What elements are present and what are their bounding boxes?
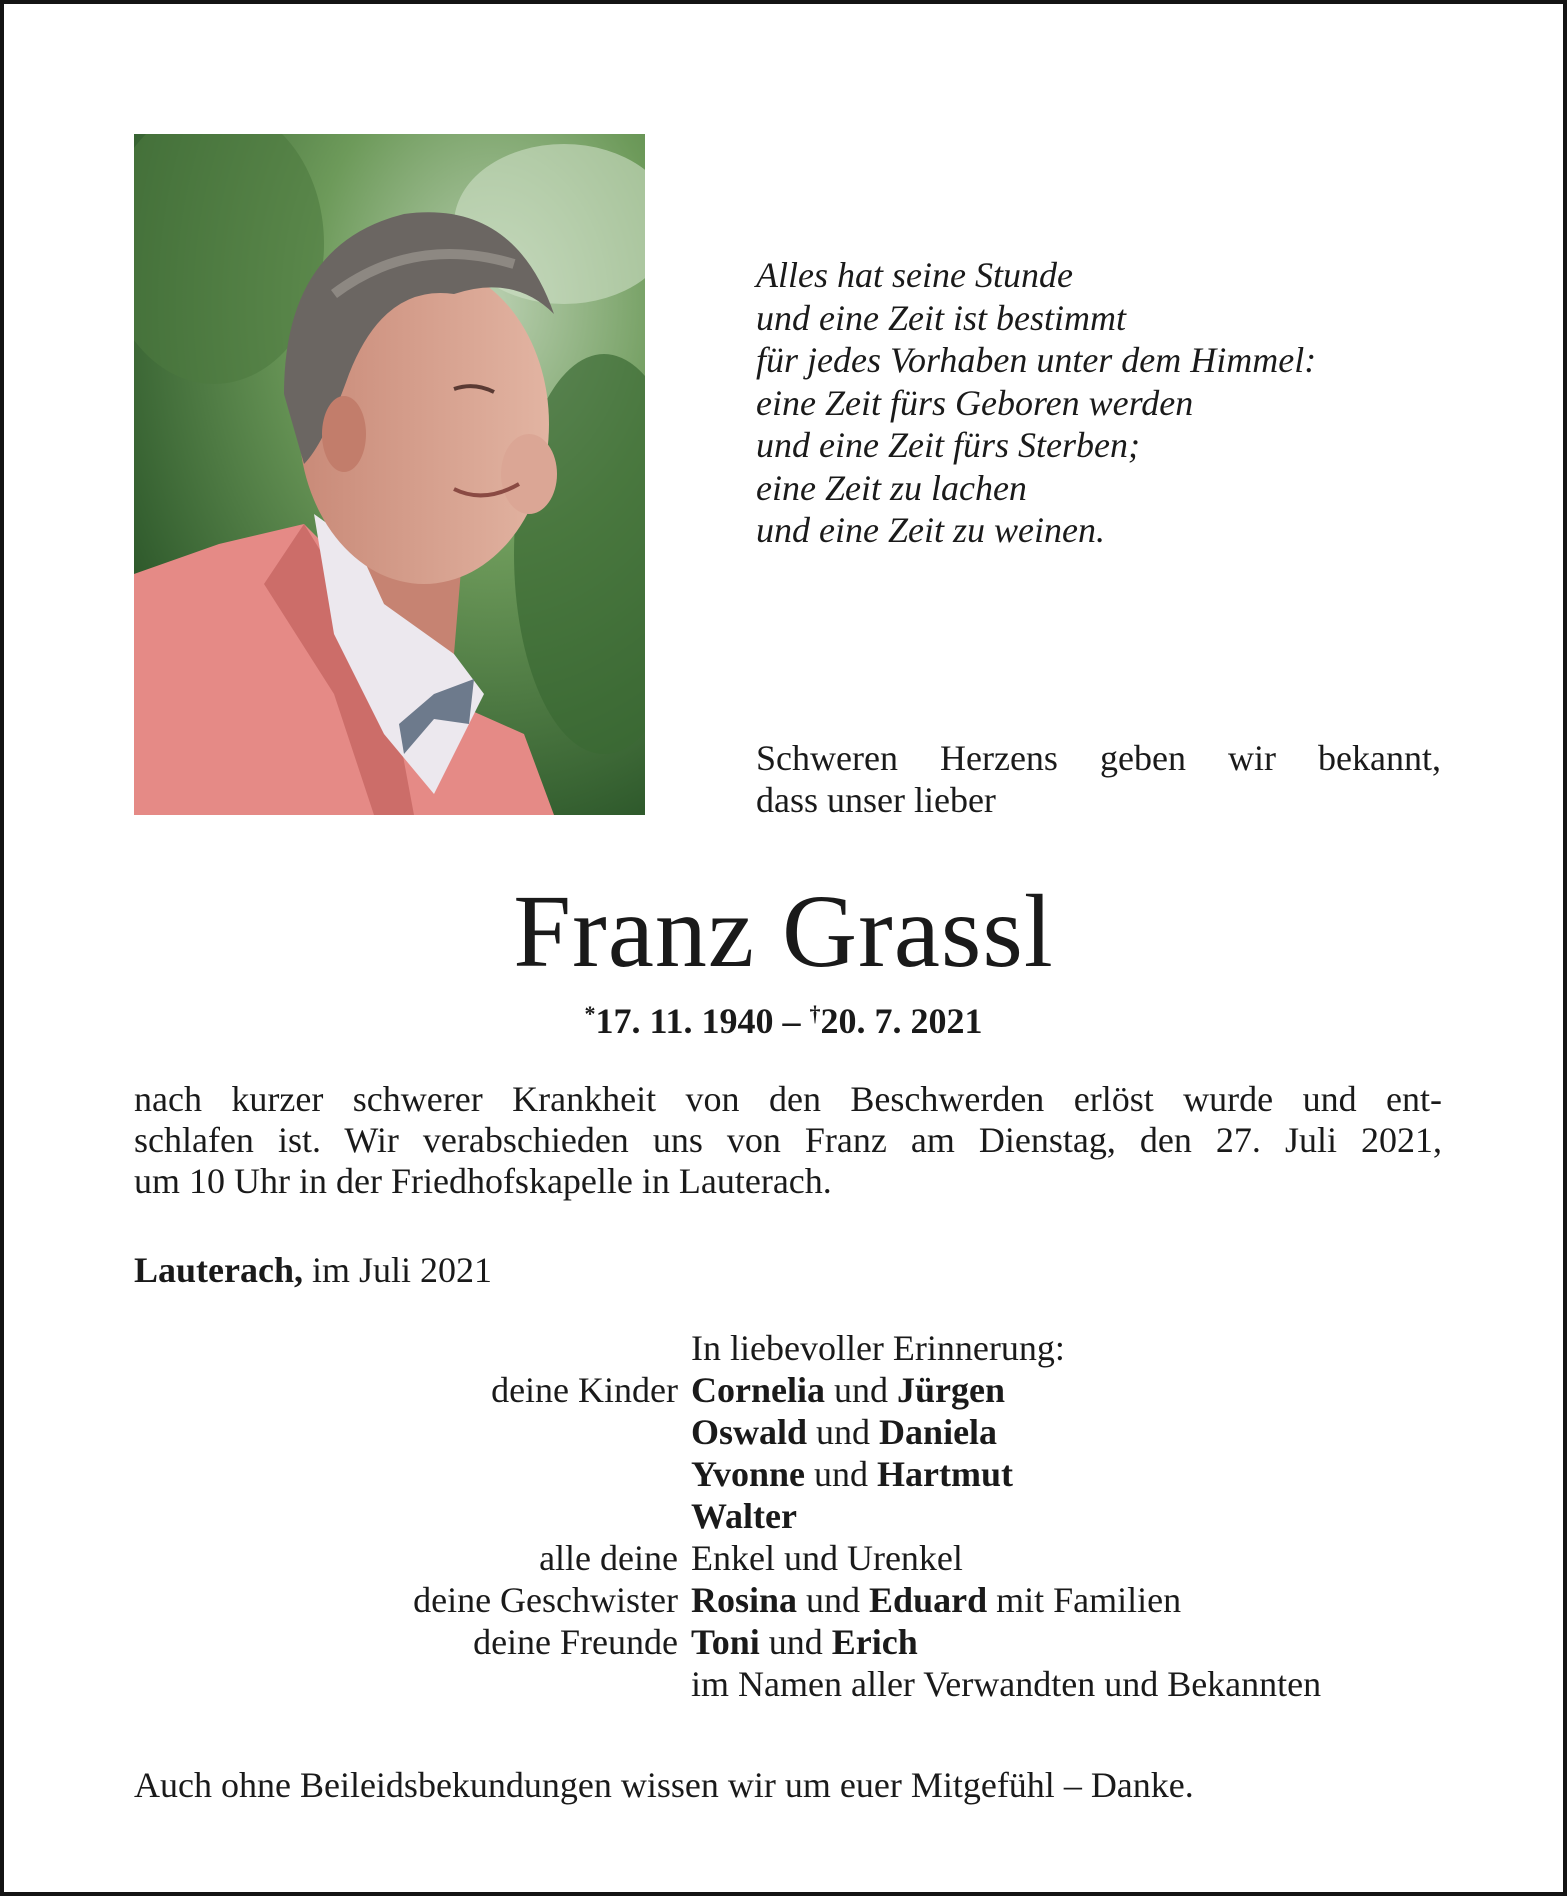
mourner-row: Yvonne und Hartmut	[691, 1454, 1013, 1494]
portrait-photo	[134, 134, 645, 815]
life-dates	[4, 989, 1563, 1046]
mourner-row: deine Freunde Toni und Erich	[134, 1621, 1454, 1663]
mourner-name: Erich	[831, 1622, 918, 1662]
notice-line: um 10 Uhr in der Friedhofskapelle in Lauterach.	[134, 1161, 832, 1201]
mourner-name: Daniela	[879, 1412, 998, 1452]
others-line: im Namen aller Verwandten und Bekannten	[691, 1664, 1322, 1704]
poem-line: für jedes Vorhaben unter dem Himmel:	[756, 340, 1317, 380]
relation-label: alle deine	[539, 1538, 678, 1578]
mourners-heading-row	[134, 1327, 1454, 1369]
mourners-heading: In liebevoller Erinnerung:	[691, 1328, 1065, 1368]
place-city: Lauterach,	[134, 1250, 303, 1290]
poem-quote	[756, 254, 1456, 552]
death-symbol: †	[809, 1001, 821, 1026]
mourner-name: Rosina	[691, 1580, 798, 1620]
mourner-name: Yvonne	[691, 1454, 806, 1494]
portrait-illustration	[134, 134, 645, 815]
death-date: 20. 7. 2021	[820, 1001, 983, 1041]
mourner-name: Jürgen	[896, 1370, 1005, 1410]
mourner-row	[134, 1495, 1454, 1537]
place-date	[134, 1249, 492, 1291]
mourner-row: deine Geschwister Rosina und Eduard mit Familien	[134, 1579, 1454, 1621]
mourner-row: deine Kinder Cornelia und Jürgen	[134, 1369, 1454, 1411]
date-separator: –	[773, 1001, 810, 1041]
deceased-name: Franz Grassl	[513, 874, 1054, 989]
poem-line: und eine Zeit fürs Sterben;	[756, 425, 1140, 465]
mourner-name: Hartmut	[877, 1454, 1013, 1494]
mourners-list	[134, 1327, 1454, 1705]
place-month: im Juli 2021	[302, 1250, 493, 1290]
closing-line: Auch ohne Beileidsbekundungen wissen wir um euer Mitgefühl – Danke.	[134, 1765, 1194, 1805]
poem-line: eine Zeit fürs Geboren werden	[756, 382, 1194, 423]
relation-label: deine Geschwister	[413, 1580, 678, 1620]
mourner-name: Toni	[691, 1622, 760, 1662]
mourner-row	[134, 1663, 1454, 1705]
mourner-name: Cornelia	[691, 1370, 825, 1410]
poem-line: eine Zeit zu lachen	[756, 467, 1027, 508]
mourner-name: Walter	[691, 1496, 797, 1536]
mourner-name: Oswald	[691, 1412, 808, 1452]
poem-line: Alles hat seine Stunde	[756, 255, 1073, 295]
announcement-line: dass unser lieber	[756, 780, 996, 820]
grandchildren: Enkel und Urenkel	[691, 1538, 963, 1578]
birth-date: 17. 11. 1940	[595, 1001, 774, 1041]
mourner-name: Eduard	[869, 1580, 988, 1620]
funeral-notice	[134, 1079, 1442, 1202]
birth-symbol: *	[584, 1001, 596, 1026]
notice-line: schlafen ist. Wir verabschieden uns von Franz am Dienstag, den 27. Juli 2021,	[134, 1120, 1442, 1160]
poem-line: und eine Zeit zu weinen.	[756, 510, 1105, 550]
mourner-row: Oswald und Daniela	[691, 1412, 998, 1452]
relation-label: deine Kinder	[491, 1370, 678, 1410]
announcement-line: Schweren Herzens geben wir bekannt,	[756, 738, 1441, 778]
announcement	[756, 737, 1441, 821]
relation-label: deine Freunde	[473, 1622, 678, 1662]
mourner-row	[134, 1537, 1454, 1579]
notice-line: nach kurzer schwerer Krankheit von den Beschwerden erlöst wurde und ent-	[134, 1079, 1442, 1119]
poem-line: und eine Zeit ist bestimmt	[756, 297, 1126, 338]
